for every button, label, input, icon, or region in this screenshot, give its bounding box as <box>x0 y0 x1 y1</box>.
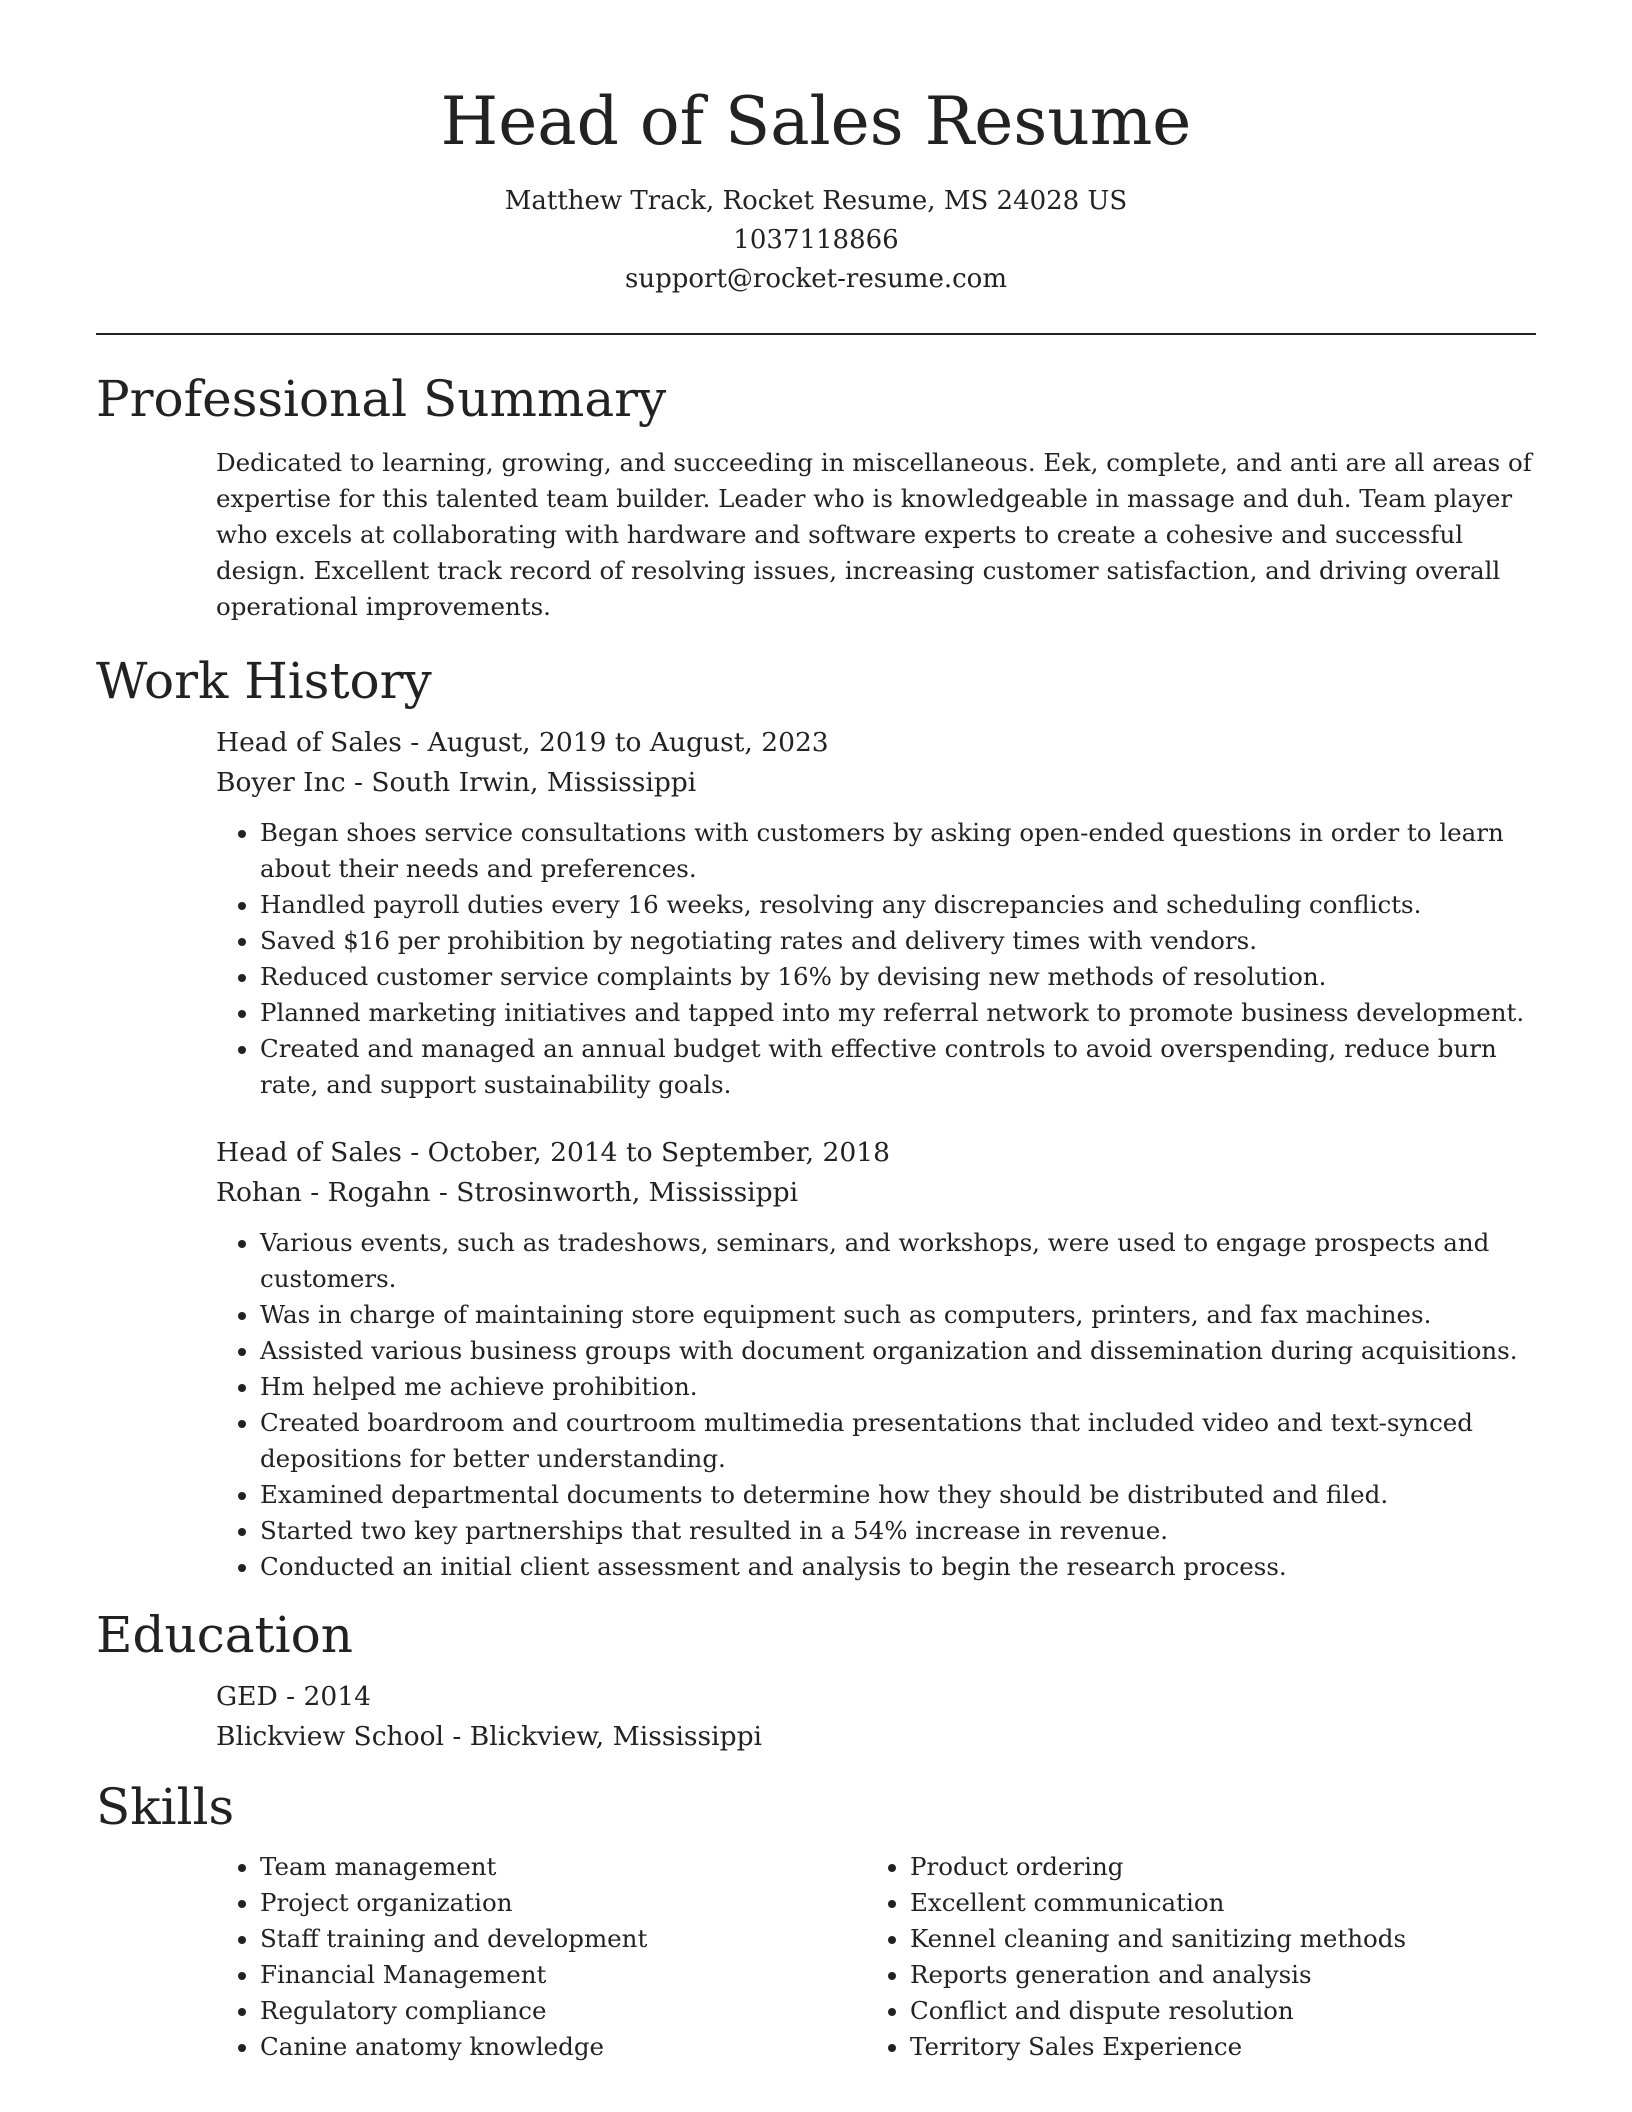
resume-header <box>0 0 1632 299</box>
skill-item: • Product ordering <box>910 1849 1516 1885</box>
job-bullet: • Started two key partnerships that resulted in a 54% increase in revenue. <box>260 1513 1536 1549</box>
resume-title: Head of Sales Resume <box>440 83 1192 160</box>
job-bullet: • Was in charge of maintaining store equipment such as computers, printers, and fax machines. <box>260 1297 1536 1333</box>
job-bullets <box>216 815 1536 1103</box>
job-entry-1 <box>216 723 1536 1103</box>
job-entry-2 <box>216 1133 1536 1585</box>
skills-list-right <box>866 1849 1516 2065</box>
education-entry <box>216 1677 1536 1757</box>
skills-grid <box>216 1849 1536 2065</box>
skill-item: • Kennel cleaning and sanitizing methods <box>910 1921 1516 1957</box>
job-company-line: Boyer Inc - South Irwin, Mississippi <box>216 766 697 798</box>
skill-item: • Regulatory compliance <box>260 1993 866 2029</box>
job-bullet: • Planned marketing initiatives and tapped into my referral network to promote business development. <box>260 995 1536 1031</box>
skills-list-left <box>216 1849 866 2065</box>
skill-item: • Team management <box>260 1849 866 1885</box>
job-bullet: • Created and managed an annual budget with effective controls to avoid overspending, reduce burn rate, and support sustainability goals. <box>260 1031 1536 1103</box>
summary-heading: Professional Summary <box>96 369 667 428</box>
contact-block <box>0 182 1632 299</box>
job-title-line: Head of Sales - August, 2019 to August, 2023 <box>216 726 829 758</box>
job-title-line: Head of Sales - October, 2014 to September, 2018 <box>216 1136 890 1168</box>
skills-heading: Skills <box>96 1777 235 1836</box>
summary-text: Dedicated to learning, growing, and succeeding in miscellaneous. Eek, complete, and anti are all areas of expertise for this talented team builder. Leader who is knowledgeable in massage and duh. Team player who excels at collaborating with hardware and software experts to create a cohesive and successful design. Excellent track record of resolving issues, increasing customer satisfaction, and driving overall operational improvements. <box>216 447 1532 621</box>
job-bullet: • Conducted an initial client assessment and analysis to begin the research process. <box>260 1549 1536 1585</box>
skill-item: • Staff training and development <box>260 1921 866 1957</box>
skill-item: • Conflict and dispute resolution <box>910 1993 1516 2029</box>
work-history-section <box>0 651 1632 1585</box>
skill-item: • Project organization <box>260 1885 866 1921</box>
contact-phone: 1037118866 <box>733 224 899 255</box>
job-bullet: • Assisted various business groups with document organization and dissemination during acquisitions. <box>260 1333 1536 1369</box>
job-bullet: • Began shoes service consultations with customers by asking open-ended questions in order to learn about their needs and preferences. <box>260 815 1536 887</box>
education-degree-line: GED - 2014 <box>216 1680 372 1712</box>
header-divider <box>96 333 1536 335</box>
contact-email: support@rocket-resume.com <box>624 263 1007 294</box>
job-bullets <box>216 1225 1536 1585</box>
skill-item: • Territory Sales Experience <box>910 2029 1516 2065</box>
contact-address: Matthew Track, Rocket Resume, MS 24028 US <box>504 185 1128 216</box>
summary-section <box>0 369 1632 625</box>
job-bullet: • Created boardroom and courtroom multimedia presentations that included video and text-synced depositions for better understanding. <box>260 1405 1536 1477</box>
job-bullet: • Handled payroll duties every 16 weeks, resolving any discrepancies and scheduling conflicts. <box>260 887 1536 923</box>
skills-column-left <box>216 1849 866 2065</box>
job-company-line: Rohan - Rogahn - Strosinworth, Mississippi <box>216 1176 799 1208</box>
job-bullet: • Reduced customer service complaints by 16% by devising new methods of resolution. <box>260 959 1536 995</box>
education-school-line: Blickview School - Blickview, Mississippi <box>216 1720 763 1752</box>
skill-item: • Financial Management <box>260 1957 866 1993</box>
job-bullet: • Saved $16 per prohibition by negotiating rates and delivery times with vendors. <box>260 923 1536 959</box>
education-section <box>0 1605 1632 1757</box>
skill-item: • Canine anatomy knowledge <box>260 2029 866 2065</box>
skills-column-right <box>866 1849 1516 2065</box>
education-heading: Education <box>96 1605 353 1664</box>
job-bullet: • Hm helped me achieve prohibition. <box>260 1369 1536 1405</box>
skills-section <box>0 1777 1632 2065</box>
work-history-heading: Work History <box>96 651 432 710</box>
job-bullet: • Examined departmental documents to determine how they should be distributed and filed. <box>260 1477 1536 1513</box>
job-bullet: • Various events, such as tradeshows, seminars, and workshops, were used to engage prospects and customers. <box>260 1225 1536 1297</box>
skill-item: • Reports generation and analysis <box>910 1957 1516 1993</box>
skill-item: • Excellent communication <box>910 1885 1516 1921</box>
